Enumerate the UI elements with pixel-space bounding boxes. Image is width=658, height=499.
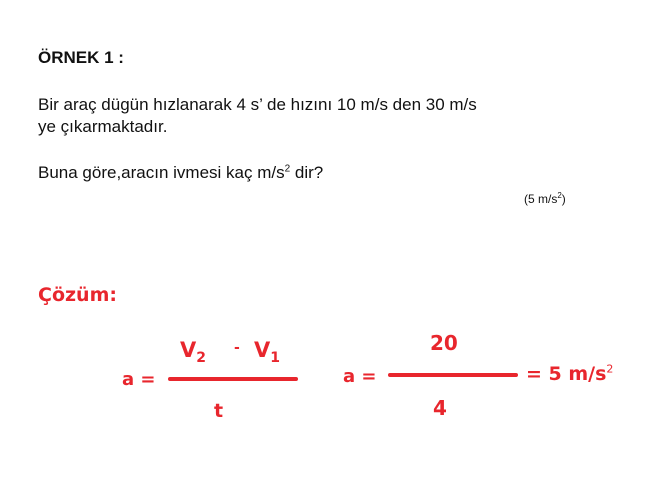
question2-exponent: 2 (284, 163, 291, 175)
question-line-1: Bir araç dügün hızlanarak 4 s’ de hızını 10 m/s den 30 m/s (38, 95, 477, 114)
calc-result-prefix: = 5 m/s (526, 363, 607, 385)
example-heading: ÖRNEK 1 : (38, 48, 124, 67)
formula-lhs: a = (122, 369, 156, 390)
answer-prefix: (5 m/s (524, 192, 558, 206)
formula-v1 (254, 338, 281, 367)
question-line-3 (38, 162, 323, 184)
calc-result (526, 363, 613, 385)
formula-v1-base: V (254, 338, 271, 362)
formula-v2-base: V (180, 338, 197, 362)
formula-denominator: t (214, 400, 224, 422)
solution-title: Çözüm: (38, 284, 117, 306)
answer-exponent: 2 (557, 191, 562, 200)
calc-fraction-bar (388, 373, 518, 377)
formula-minus: - (234, 340, 240, 356)
calc-denominator: 4 (433, 396, 447, 420)
formula-v1-sub: 1 (270, 350, 281, 367)
question-line-2: ye çıkarmaktadır. (38, 117, 168, 136)
question2-suffix: dir? (290, 163, 324, 182)
calc-result-exponent: 2 (606, 362, 614, 376)
calc-numerator: 20 (430, 331, 458, 355)
formula-v2-sub: 2 (196, 350, 207, 367)
formula-v2 (180, 338, 207, 367)
answer-hint (524, 192, 566, 206)
question2-prefix: Buna göre,aracın ivmesi kaç m/s (38, 163, 285, 182)
formula-fraction-bar (168, 377, 298, 381)
answer-suffix: ) (561, 192, 566, 206)
calc-lhs: a = (343, 366, 377, 387)
